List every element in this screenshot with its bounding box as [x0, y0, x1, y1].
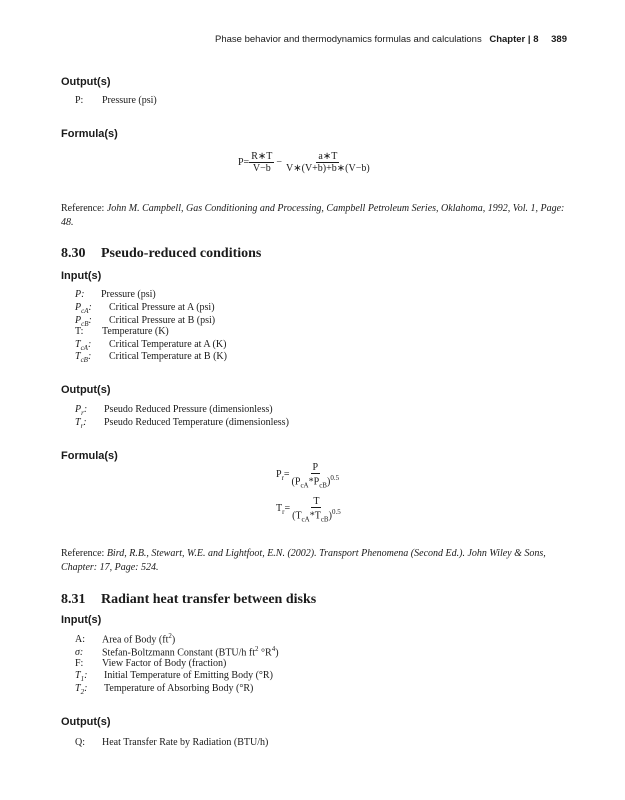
output-item-pr: $P_r$: Pseudo Reduced Pressure (dimensionless) — [75, 404, 273, 417]
input-heading-8-30: Input(s) — [61, 270, 102, 282]
output-heading-top: Output(s) — [61, 76, 111, 88]
output-heading-8-30: Output(s) — [61, 384, 111, 396]
running-header — [215, 34, 567, 45]
output-item-pressure: P: Pressure (psi) — [75, 95, 157, 106]
formula-heading-top: Formula(s) — [61, 128, 118, 140]
input-heading-8-31: Input(s) — [61, 614, 102, 626]
formula-tr: $T_r=$ $\frac{T}{(T_{cA}*T_{cB})^{0.5}}$ — [276, 496, 341, 524]
input-item-tca: $T_{cA}$: Critical Temperature at A (K) — [75, 339, 227, 352]
output-item-tr: $T_r$: Pseudo Reduced Temperature (dimensionless) — [75, 417, 289, 430]
input-item-tcb: $T_{cB}$: Critical Temperature at B (K) — [75, 351, 227, 364]
input-item-pca: $P_{cA}$: Critical Pressure at A (psi) — [75, 302, 215, 315]
section-heading-8-31: 8.31 Radiant heat transfer between disks — [61, 592, 317, 607]
section-heading-8-30: 8.30 Pseudo-reduced conditions — [61, 246, 262, 261]
output-heading-8-31: Output(s) — [61, 716, 111, 728]
input-item-view-factor: F: View Factor of Body (fraction) — [75, 658, 227, 669]
input-item-t2: $T_2$: Temperature of Absorbing Body (°R) — [75, 683, 254, 696]
reference-top: Reference: John M. Campbell, Gas Conditioning and Processing, Campbell Petroleum Series, Oklahoma, 1992, Vol. 1, Page: 48. — [61, 203, 565, 228]
output-item-q: Q: Heat Transfer Rate by Radiation (BTU/h) — [75, 737, 269, 748]
formula-pr: $P_r=$ $\frac{P}{(P_{cA}*P_{cB})^{0.5}}$ — [276, 462, 340, 490]
input-item-pcb: $P_{cB}$: Critical Pressure at B (psi) — [75, 315, 216, 328]
formula-heading-8-30: Formula(s) — [61, 450, 118, 462]
input-item-sigma: σ: Stefan-Boltzmann Constant (BTU/h $ft^2$ $^\circ R^4$) — [75, 645, 279, 659]
header-title: Phase behavior and thermodynamics formulas and calculations — [215, 34, 482, 45]
page-number: 389 — [551, 34, 567, 45]
header-chapter: Chapter | 8 — [489, 34, 539, 45]
input-item-p: P: Pressure (psi) — [75, 289, 156, 300]
reference-8-30: Reference: Bird, R.B., Stewart, W.E. and Lightfoot, E.N. (2002). Transport Phenomena (Second Ed.). John Wiley & Sons, Chapter: 17, Page: 524. — [61, 548, 546, 573]
input-item-t1: $T_1$: Initial Temperature of Emitting Body (°R) — [75, 670, 273, 683]
input-item-t: T: Temperature (K) — [75, 326, 169, 337]
input-item-area: A: Area of Body $(ft^2)$ — [75, 632, 176, 646]
formula-pressure: P= $\frac{R∗T}{V-b}$ − $\frac{a∗T}{V∗(V+b)+b∗(V-b)}$ — [238, 151, 370, 174]
